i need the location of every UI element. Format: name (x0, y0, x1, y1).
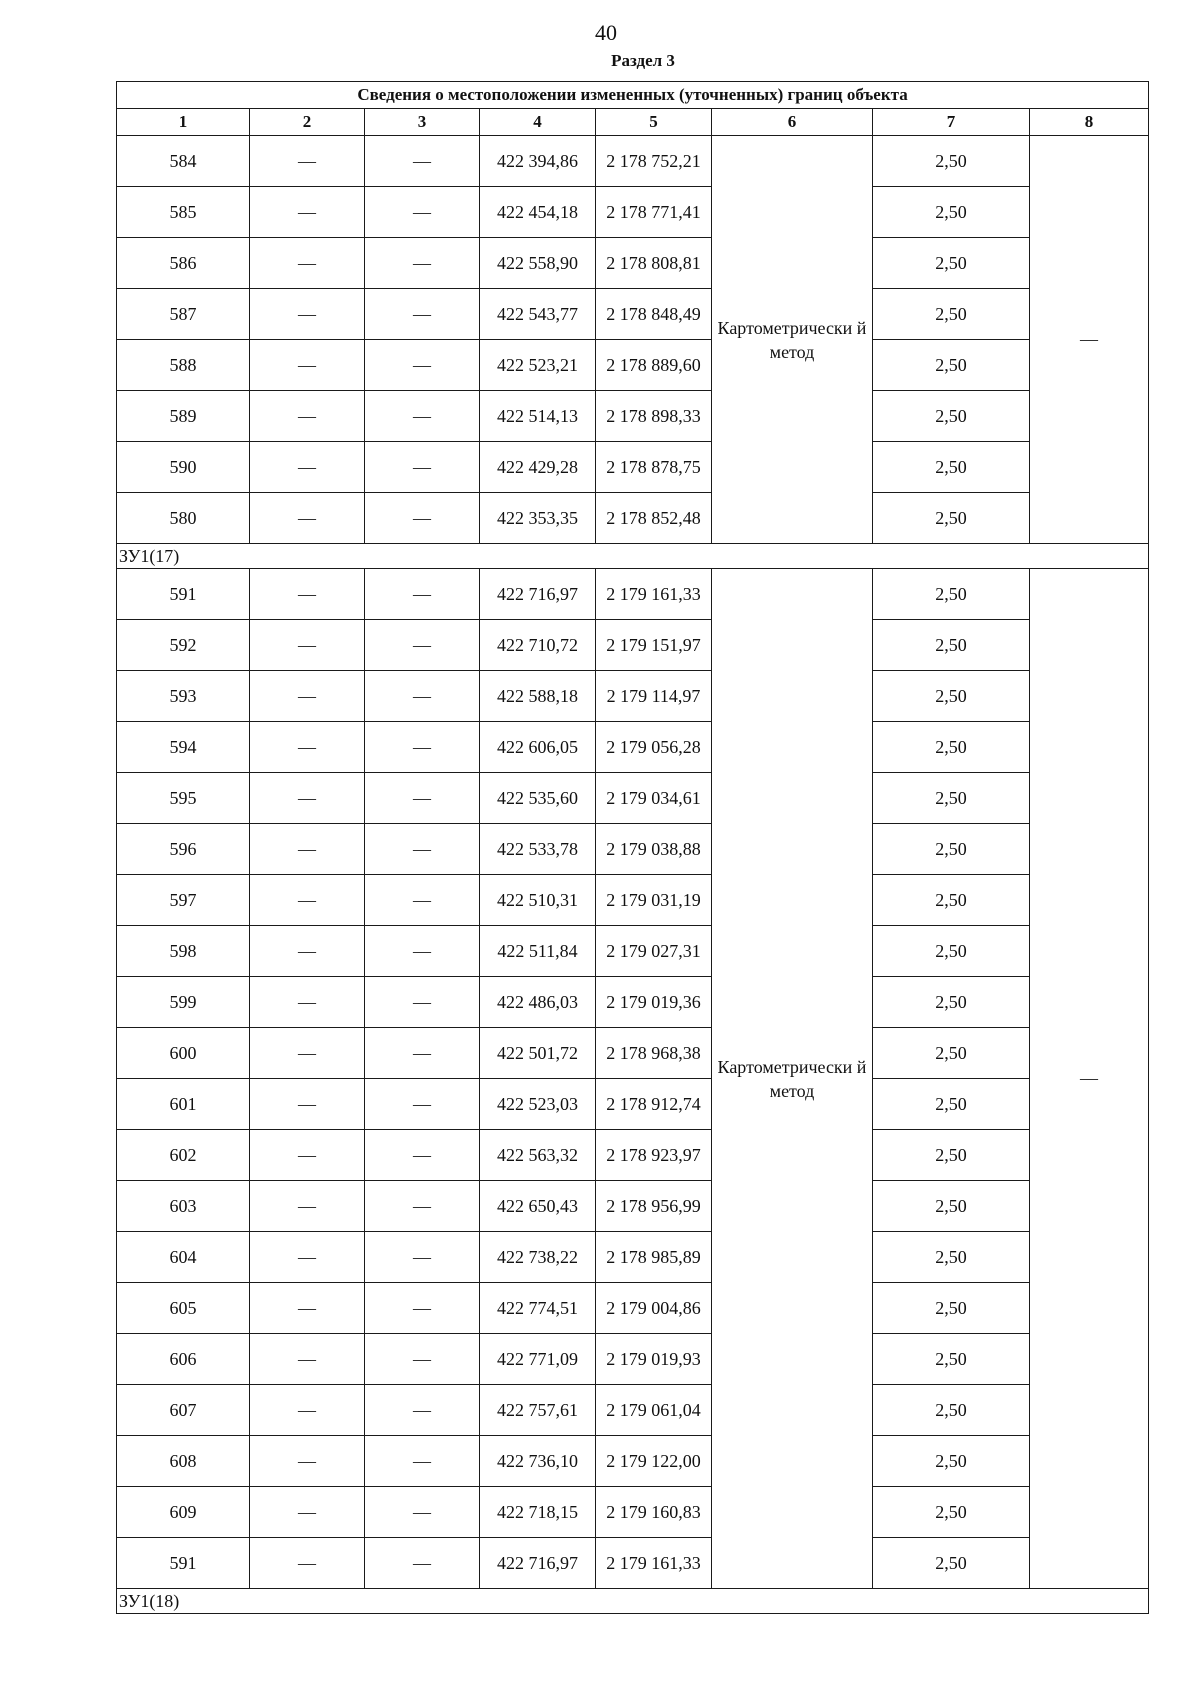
column-number-3: 3 (365, 109, 480, 136)
table-row (117, 1334, 1149, 1385)
y-coordinate-cell: 2 179 061,04 (596, 1385, 712, 1436)
x-coordinate-cell: 422 771,09 (480, 1334, 596, 1385)
table-row (117, 1385, 1149, 1436)
col3-cell: — (365, 1283, 480, 1334)
col2-cell: — (250, 1385, 365, 1436)
col3-cell: — (365, 569, 480, 620)
y-coordinate-cell: 2 178 985,89 (596, 1232, 712, 1283)
point-number-cell: 589 (117, 391, 250, 442)
x-coordinate-cell: 422 486,03 (480, 977, 596, 1028)
accuracy-cell: 2,50 (873, 340, 1030, 391)
point-number-cell: 601 (117, 1079, 250, 1130)
point-number-cell: 592 (117, 620, 250, 671)
col3-cell: — (365, 1538, 480, 1589)
col3-cell: — (365, 722, 480, 773)
x-coordinate-cell: 422 558,90 (480, 238, 596, 289)
col2-cell: — (250, 926, 365, 977)
col2-cell: — (250, 1130, 365, 1181)
table-row (117, 977, 1149, 1028)
x-coordinate-cell: 422 523,21 (480, 340, 596, 391)
column-number-7: 7 (873, 109, 1030, 136)
point-number-cell: 604 (117, 1232, 250, 1283)
col3-cell: — (365, 442, 480, 493)
table-row (117, 289, 1149, 340)
accuracy-cell: 2,50 (873, 1436, 1030, 1487)
parcel-label: ЗУ1(17) (117, 544, 1149, 569)
y-coordinate-cell: 2 178 848,49 (596, 289, 712, 340)
point-number-cell: 597 (117, 875, 250, 926)
y-coordinate-cell: 2 178 956,99 (596, 1181, 712, 1232)
col3-cell: — (365, 875, 480, 926)
col3-cell: — (365, 1385, 480, 1436)
col3-cell: — (365, 977, 480, 1028)
col2-cell: — (250, 977, 365, 1028)
x-coordinate-cell: 422 510,31 (480, 875, 596, 926)
col3-cell: — (365, 620, 480, 671)
accuracy-cell: 2,50 (873, 1487, 1030, 1538)
table-row (117, 1436, 1149, 1487)
col2-cell: — (250, 238, 365, 289)
table-row (117, 1130, 1149, 1181)
col8-cell: — (1030, 136, 1149, 544)
point-number-cell: 588 (117, 340, 250, 391)
accuracy-cell: 2,50 (873, 289, 1030, 340)
col3-cell: — (365, 289, 480, 340)
y-coordinate-cell: 2 178 852,48 (596, 493, 712, 544)
col2-cell: — (250, 722, 365, 773)
col2-cell: — (250, 1079, 365, 1130)
accuracy-cell: 2,50 (873, 1283, 1030, 1334)
point-number-cell: 591 (117, 1538, 250, 1589)
table-row (117, 493, 1149, 544)
column-number-2: 2 (250, 109, 365, 136)
accuracy-cell: 2,50 (873, 442, 1030, 493)
col2-cell: — (250, 340, 365, 391)
point-number-cell: 607 (117, 1385, 250, 1436)
point-number-cell: 596 (117, 824, 250, 875)
column-number-4: 4 (480, 109, 596, 136)
table-row (117, 136, 1149, 187)
point-number-cell: 595 (117, 773, 250, 824)
col2-cell: — (250, 391, 365, 442)
point-number-cell: 608 (117, 1436, 250, 1487)
table-row (117, 442, 1149, 493)
y-coordinate-cell: 2 179 034,61 (596, 773, 712, 824)
x-coordinate-cell: 422 535,60 (480, 773, 596, 824)
coordinates-table (116, 81, 1149, 1614)
col3-cell: — (365, 1181, 480, 1232)
x-coordinate-cell: 422 543,77 (480, 289, 596, 340)
accuracy-cell: 2,50 (873, 391, 1030, 442)
table-row (117, 1232, 1149, 1283)
y-coordinate-cell: 2 179 161,33 (596, 1538, 712, 1589)
x-coordinate-cell: 422 736,10 (480, 1436, 596, 1487)
x-coordinate-cell: 422 606,05 (480, 722, 596, 773)
y-coordinate-cell: 2 179 031,19 (596, 875, 712, 926)
col2-cell: — (250, 493, 365, 544)
column-number-1: 1 (117, 109, 250, 136)
y-coordinate-cell: 2 179 056,28 (596, 722, 712, 773)
col2-cell: — (250, 824, 365, 875)
x-coordinate-cell: 422 757,61 (480, 1385, 596, 1436)
col2-cell: — (250, 187, 365, 238)
table-row (117, 238, 1149, 289)
column-number-6: 6 (712, 109, 873, 136)
col3-cell: — (365, 1334, 480, 1385)
col2-cell: — (250, 1487, 365, 1538)
accuracy-cell: 2,50 (873, 1181, 1030, 1232)
parcel-label: ЗУ1(18) (117, 1589, 1149, 1614)
accuracy-cell: 2,50 (873, 1232, 1030, 1283)
accuracy-cell: 2,50 (873, 136, 1030, 187)
accuracy-cell: 2,50 (873, 1130, 1030, 1181)
parcel-label-row (117, 544, 1149, 569)
point-number-cell: 606 (117, 1334, 250, 1385)
point-number-cell: 587 (117, 289, 250, 340)
x-coordinate-cell: 422 716,97 (480, 569, 596, 620)
y-coordinate-cell: 2 178 912,74 (596, 1079, 712, 1130)
col3-cell: — (365, 340, 480, 391)
col2-cell: — (250, 1538, 365, 1589)
y-coordinate-cell: 2 179 114,97 (596, 671, 712, 722)
y-coordinate-cell: 2 179 160,83 (596, 1487, 712, 1538)
col3-cell: — (365, 1487, 480, 1538)
col2-cell: — (250, 442, 365, 493)
table-row (117, 1283, 1149, 1334)
x-coordinate-cell: 422 511,84 (480, 926, 596, 977)
y-coordinate-cell: 2 179 019,36 (596, 977, 712, 1028)
accuracy-cell: 2,50 (873, 926, 1030, 977)
col2-cell: — (250, 875, 365, 926)
method-cell: Картометрически й метод (712, 569, 873, 1589)
col2-cell: — (250, 289, 365, 340)
x-coordinate-cell: 422 650,43 (480, 1181, 596, 1232)
point-number-cell: 609 (117, 1487, 250, 1538)
y-coordinate-cell: 2 179 004,86 (596, 1283, 712, 1334)
col3-cell: — (365, 824, 480, 875)
accuracy-cell: 2,50 (873, 620, 1030, 671)
table-row (117, 1028, 1149, 1079)
table-row (117, 391, 1149, 442)
accuracy-cell: 2,50 (873, 187, 1030, 238)
x-coordinate-cell: 422 710,72 (480, 620, 596, 671)
point-number-cell: 605 (117, 1283, 250, 1334)
accuracy-cell: 2,50 (873, 875, 1030, 926)
accuracy-cell: 2,50 (873, 1538, 1030, 1589)
col2-cell: — (250, 1028, 365, 1079)
table-row (117, 671, 1149, 722)
x-coordinate-cell: 422 588,18 (480, 671, 596, 722)
col3-cell: — (365, 1232, 480, 1283)
col3-cell: — (365, 926, 480, 977)
x-coordinate-cell: 422 563,32 (480, 1130, 596, 1181)
y-coordinate-cell: 2 178 968,38 (596, 1028, 712, 1079)
y-coordinate-cell: 2 179 122,00 (596, 1436, 712, 1487)
x-coordinate-cell: 422 454,18 (480, 187, 596, 238)
point-number-cell: 585 (117, 187, 250, 238)
accuracy-cell: 2,50 (873, 1334, 1030, 1385)
y-coordinate-cell: 2 179 027,31 (596, 926, 712, 977)
col2-cell: — (250, 1232, 365, 1283)
col2-cell: — (250, 773, 365, 824)
table-row (117, 1487, 1149, 1538)
accuracy-cell: 2,50 (873, 1079, 1030, 1130)
accuracy-cell: 2,50 (873, 238, 1030, 289)
table-row (117, 926, 1149, 977)
col3-cell: — (365, 136, 480, 187)
y-coordinate-cell: 2 178 889,60 (596, 340, 712, 391)
point-number-cell: 586 (117, 238, 250, 289)
point-number-cell: 584 (117, 136, 250, 187)
y-coordinate-cell: 2 178 808,81 (596, 238, 712, 289)
col3-cell: — (365, 238, 480, 289)
col3-cell: — (365, 1028, 480, 1079)
table-row (117, 569, 1149, 620)
y-coordinate-cell: 2 179 019,93 (596, 1334, 712, 1385)
col3-cell: — (365, 773, 480, 824)
col2-cell: — (250, 1334, 365, 1385)
x-coordinate-cell: 422 429,28 (480, 442, 596, 493)
point-number-cell: 593 (117, 671, 250, 722)
column-number-row (117, 109, 1149, 136)
point-number-cell: 591 (117, 569, 250, 620)
col8-cell: — (1030, 569, 1149, 1589)
y-coordinate-cell: 2 178 898,33 (596, 391, 712, 442)
point-number-cell: 580 (117, 493, 250, 544)
col3-cell: — (365, 187, 480, 238)
point-number-cell: 594 (117, 722, 250, 773)
method-cell: Картометрически й метод (712, 136, 873, 544)
table-body (117, 136, 1149, 1614)
table-row (117, 340, 1149, 391)
accuracy-cell: 2,50 (873, 1028, 1030, 1079)
accuracy-cell: 2,50 (873, 569, 1030, 620)
point-number-cell: 590 (117, 442, 250, 493)
col2-cell: — (250, 569, 365, 620)
col3-cell: — (365, 1079, 480, 1130)
x-coordinate-cell: 422 501,72 (480, 1028, 596, 1079)
table-row (117, 1079, 1149, 1130)
column-number-5: 5 (596, 109, 712, 136)
page-number: 40 (595, 20, 617, 45)
x-coordinate-cell: 422 718,15 (480, 1487, 596, 1538)
table-row (117, 824, 1149, 875)
table-row (117, 187, 1149, 238)
y-coordinate-cell: 2 178 878,75 (596, 442, 712, 493)
table-caption: Сведения о местоположении измененных (уточненных) границ объекта (117, 82, 1149, 109)
accuracy-cell: 2,50 (873, 722, 1030, 773)
accuracy-cell: 2,50 (873, 493, 1030, 544)
point-number-cell: 599 (117, 977, 250, 1028)
y-coordinate-cell: 2 179 161,33 (596, 569, 712, 620)
y-coordinate-cell: 2 179 038,88 (596, 824, 712, 875)
x-coordinate-cell: 422 716,97 (480, 1538, 596, 1589)
y-coordinate-cell: 2 178 923,97 (596, 1130, 712, 1181)
y-coordinate-cell: 2 178 752,21 (596, 136, 712, 187)
col3-cell: — (365, 391, 480, 442)
accuracy-cell: 2,50 (873, 773, 1030, 824)
y-coordinate-cell: 2 179 151,97 (596, 620, 712, 671)
table-row (117, 1538, 1149, 1589)
accuracy-cell: 2,50 (873, 977, 1030, 1028)
accuracy-cell: 2,50 (873, 671, 1030, 722)
col2-cell: — (250, 1436, 365, 1487)
accuracy-cell: 2,50 (873, 1385, 1030, 1436)
table-row (117, 875, 1149, 926)
col2-cell: — (250, 671, 365, 722)
col3-cell: — (365, 671, 480, 722)
table-row (117, 773, 1149, 824)
x-coordinate-cell: 422 523,03 (480, 1079, 596, 1130)
table-row (117, 722, 1149, 773)
col3-cell: — (365, 1130, 480, 1181)
point-number-cell: 600 (117, 1028, 250, 1079)
x-coordinate-cell: 422 353,35 (480, 493, 596, 544)
parcel-label-row (117, 1589, 1149, 1614)
x-coordinate-cell: 422 738,22 (480, 1232, 596, 1283)
x-coordinate-cell: 422 774,51 (480, 1283, 596, 1334)
col3-cell: — (365, 1436, 480, 1487)
point-number-cell: 598 (117, 926, 250, 977)
col2-cell: — (250, 1283, 365, 1334)
column-number-8: 8 (1030, 109, 1149, 136)
table-row (117, 1181, 1149, 1232)
x-coordinate-cell: 422 514,13 (480, 391, 596, 442)
x-coordinate-cell: 422 533,78 (480, 824, 596, 875)
accuracy-cell: 2,50 (873, 824, 1030, 875)
point-number-cell: 602 (117, 1130, 250, 1181)
col2-cell: — (250, 136, 365, 187)
col3-cell: — (365, 493, 480, 544)
y-coordinate-cell: 2 178 771,41 (596, 187, 712, 238)
point-number-cell: 603 (117, 1181, 250, 1232)
col2-cell: — (250, 620, 365, 671)
table-row (117, 620, 1149, 671)
section-title: Раздел 3 (611, 51, 675, 70)
col2-cell: — (250, 1181, 365, 1232)
x-coordinate-cell: 422 394,86 (480, 136, 596, 187)
